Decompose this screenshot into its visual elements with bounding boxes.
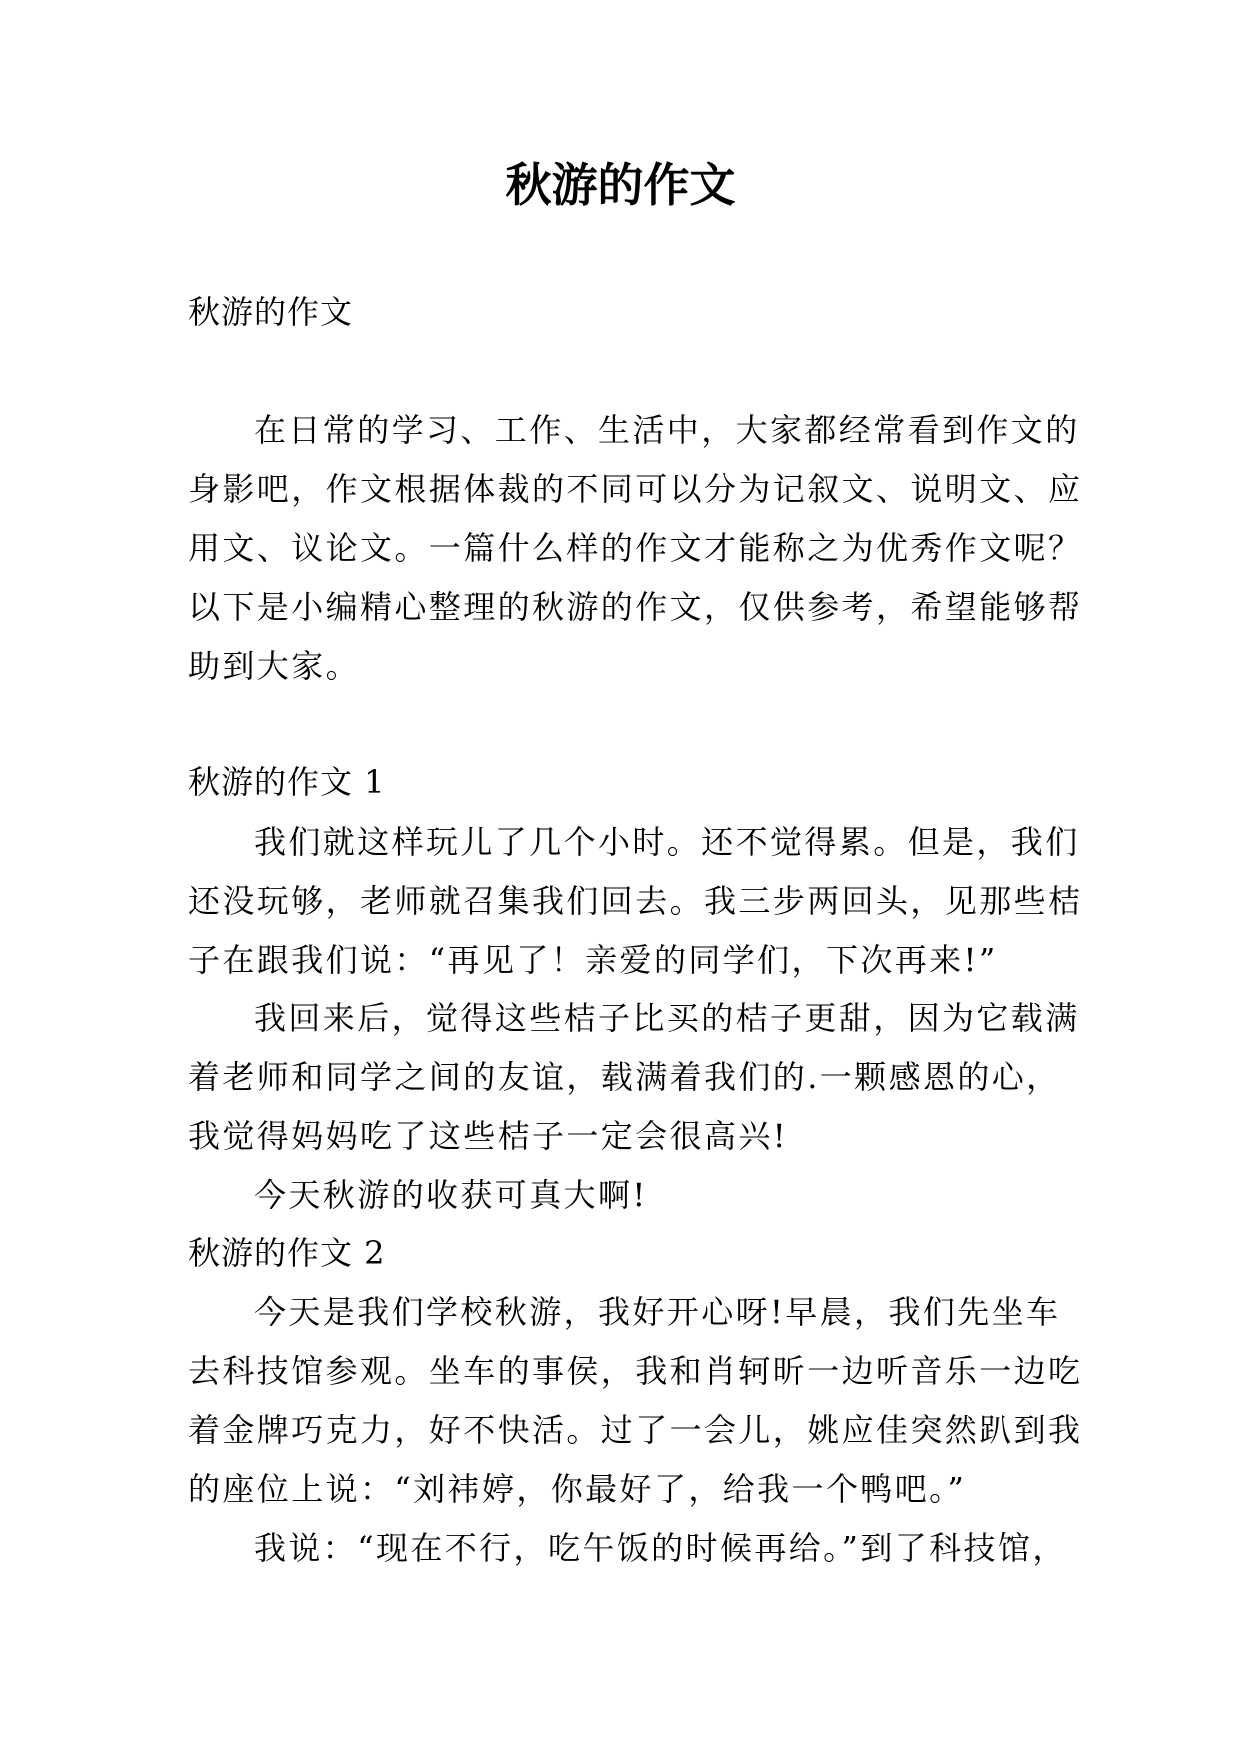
section-2-line: 去科技馆参观。坐车的事侯，我和肖轲昕一边听音乐一边吃 [188,1352,1083,1390]
section-2-line: 我说：“现在不行，吃午饭的时候再给。”到了科技馆， [254,1529,1067,1567]
section-1-line: 我回来后，觉得这些桔子比买的桔子更甜，因为它载满 [254,999,1080,1037]
section-2-line: 的座位上说：“刘祎婷，你最好了，给我一个鸭吧。” [188,1470,967,1508]
section-1-line: 今天秋游的收获可真大啊! [254,1176,648,1214]
intro-line: 用文、议论文。一篇什么样的作文才能称之为优秀作文呢？ [188,529,1083,567]
section-1-line: 我觉得妈妈吃了这些桔子一定会很高兴! [188,1117,789,1155]
section-heading-1: 秋游的作文 1 [188,763,386,801]
intro-line: 助到大家。 [188,647,361,685]
document-title: 秋游的作文 [505,158,736,212]
section-1-line: 着老师和同学之间的友谊，载满着我们的.一颗感恩的心， [188,1058,1061,1096]
section-1-line: 我们就这样玩儿了几个小时。还不觉得累。但是，我们 [254,823,1080,861]
section-2-line: 今天是我们学校秋游，我好开心呀!早晨，我们先坐车 [254,1293,1061,1331]
section-heading-2: 秋游的作文 2 [188,1234,386,1272]
section-1-line: 子在跟我们说：“再见了！亲爱的同学们，下次再来!” [188,941,998,979]
intro-line: 以下是小编精心整理的秋游的作文，仅供参考，希望能够帮 [188,588,1083,626]
section-1-line: 还没玩够，老师就召集我们回去。我三步两回头，见那些桔 [188,882,1083,920]
section-2-line: 着金牌巧克力，好不快活。过了一会儿，姚应佳突然趴到我 [188,1411,1083,1449]
document-subtitle: 秋游的作文 [188,293,354,331]
intro-line: 在日常的学习、工作、生活中，大家都经常看到作文的 [254,411,1080,449]
intro-line: 身影吧，作文根据体裁的不同可以分为记叙文、说明文、应 [188,470,1083,508]
